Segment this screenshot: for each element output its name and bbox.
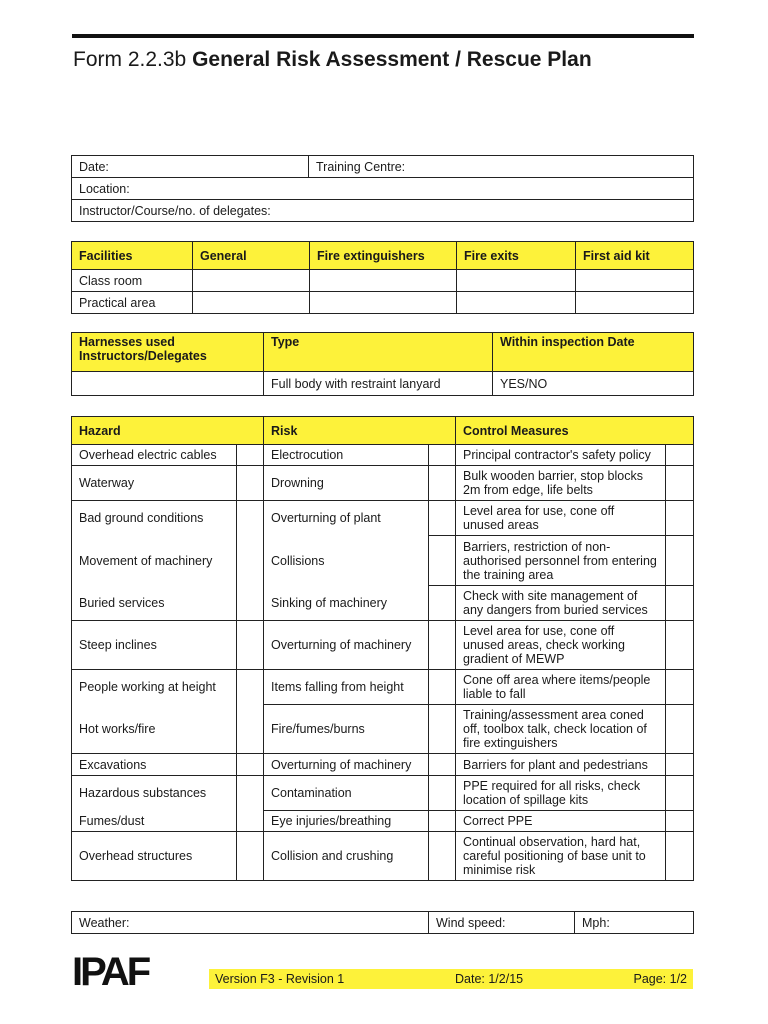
weather-table <box>71 911 694 934</box>
check-cell[interactable] <box>429 832 456 881</box>
facilities-header: Facilities <box>72 242 193 270</box>
table-row <box>72 776 694 811</box>
check-cell[interactable] <box>666 832 694 881</box>
check-cell[interactable] <box>237 832 264 881</box>
form-number: Form 2.2.3b <box>73 48 187 71</box>
check-cell[interactable] <box>237 621 264 670</box>
harnesses-table <box>71 332 694 396</box>
top-rule <box>72 34 694 38</box>
risk-cell: Items falling from height <box>264 670 429 705</box>
check-cell[interactable] <box>237 466 264 501</box>
fire-extinguishers-header: Fire extinguishers <box>310 242 457 270</box>
hazard-cell: Excavations <box>72 754 237 776</box>
hazard-cell: Overhead electric cables <box>72 445 237 466</box>
check-cell[interactable] <box>429 621 456 670</box>
check-cell[interactable] <box>237 811 264 832</box>
table-cell[interactable] <box>576 292 694 314</box>
table-cell[interactable] <box>576 270 694 292</box>
check-cell[interactable] <box>237 776 264 811</box>
check-cell[interactable] <box>429 445 456 466</box>
inspection-date-header: Within inspection Date <box>493 333 694 372</box>
control-cell: Correct PPE <box>456 811 666 832</box>
table-cell[interactable] <box>457 270 576 292</box>
check-cell[interactable] <box>237 536 264 586</box>
page-title <box>73 48 592 72</box>
table-row <box>72 270 694 292</box>
type-header: Type <box>264 333 493 372</box>
table-row <box>72 705 694 754</box>
risk-header: Risk <box>264 417 456 445</box>
check-cell[interactable] <box>666 501 694 536</box>
check-cell[interactable] <box>666 466 694 501</box>
ipaf-logo-text: IPAF <box>72 950 149 990</box>
check-cell[interactable] <box>237 705 264 754</box>
check-cell[interactable] <box>237 445 264 466</box>
fire-exits-header: Fire exits <box>457 242 576 270</box>
control-cell: Level area for use, cone off unused areas, check working gradient of MEWP <box>456 621 666 670</box>
check-cell[interactable] <box>237 670 264 705</box>
instructor-field[interactable]: Instructor/Course/no. of delegates: <box>72 200 694 222</box>
hazard-header: Hazard <box>72 417 264 445</box>
table-row <box>72 754 694 776</box>
table-row <box>72 501 694 536</box>
hazard-cell: Hot works/fire <box>72 705 237 754</box>
table-row <box>72 536 694 586</box>
risk-cell: Collisions <box>264 536 429 586</box>
table-row <box>72 621 694 670</box>
check-cell[interactable] <box>237 586 264 621</box>
form-title: General Risk Assessment / Rescue Plan <box>192 48 592 71</box>
version-text: Version F3 - Revision 1 <box>215 972 345 986</box>
risk-cell: Contamination <box>264 776 429 811</box>
table-cell[interactable] <box>457 292 576 314</box>
risk-cell: Collision and crushing <box>264 832 429 881</box>
table-row <box>72 670 694 705</box>
check-cell[interactable] <box>237 501 264 536</box>
footer-date: Date: 1/2/15 <box>455 972 524 986</box>
hazard-cell: Waterway <box>72 466 237 501</box>
risk-cell: Overturning of plant <box>264 501 429 536</box>
risk-cell: Sinking of machinery <box>264 586 429 621</box>
weather-field[interactable]: Weather: <box>72 912 429 934</box>
control-cell: PPE required for all risks, check location of spillage kits <box>456 776 666 811</box>
check-cell[interactable] <box>666 754 694 776</box>
table-row <box>72 372 694 396</box>
check-cell[interactable] <box>237 754 264 776</box>
details-table <box>71 155 694 222</box>
location-field[interactable]: Location: <box>72 178 694 200</box>
wind-speed-field[interactable]: Wind speed: <box>429 912 575 934</box>
check-cell[interactable] <box>429 501 456 536</box>
harness-user-cell[interactable] <box>72 372 264 396</box>
table-row <box>72 292 694 314</box>
footer-bar <box>209 969 693 989</box>
harnesses-header: Harnesses used Instructors/Delegates <box>72 333 264 372</box>
training-centre-field[interactable]: Training Centre: <box>309 156 694 178</box>
control-cell: Bulk wooden barrier, stop blocks 2m from edge, life belts <box>456 466 666 501</box>
hazard-cell: Movement of machinery <box>72 536 237 586</box>
facilities-table <box>71 241 694 314</box>
check-cell[interactable] <box>666 811 694 832</box>
hazard-cell: Buried services <box>72 586 237 621</box>
inspection-cell[interactable]: YES/NO <box>493 372 694 396</box>
control-cell: Barriers, restriction of non-authorised personnel from entering the training area <box>456 536 666 586</box>
hazard-cell: People working at height <box>72 670 237 705</box>
risk-cell: Electrocution <box>264 445 429 466</box>
check-cell[interactable] <box>429 466 456 501</box>
hazard-cell: Steep inclines <box>72 621 237 670</box>
table-row <box>72 811 694 832</box>
check-cell[interactable] <box>666 705 694 754</box>
hazard-cell: Bad ground conditions <box>72 501 237 536</box>
risk-cell: Overturning of machinery <box>264 621 429 670</box>
facility-name: Class room <box>72 270 193 292</box>
date-field[interactable]: Date: <box>72 156 309 178</box>
control-cell: Level area for use, cone off unused areas <box>456 501 666 536</box>
first-aid-kit-header: First aid kit <box>576 242 694 270</box>
check-cell[interactable] <box>666 776 694 811</box>
check-cell[interactable] <box>429 670 456 705</box>
control-cell: Barriers for plant and pedestrians <box>456 754 666 776</box>
ipaf-logo <box>72 950 162 990</box>
table-cell[interactable] <box>193 270 310 292</box>
control-measures-header: Control Measures <box>456 417 694 445</box>
general-header: General <box>193 242 310 270</box>
check-cell[interactable] <box>429 776 456 811</box>
check-cell[interactable] <box>666 445 694 466</box>
check-cell[interactable] <box>429 705 456 754</box>
table-row <box>72 586 694 621</box>
control-cell: Training/assessment area coned off, toolbox talk, check location of fire extinguishers <box>456 705 666 754</box>
check-cell[interactable] <box>666 536 694 586</box>
table-cell[interactable] <box>310 292 457 314</box>
table-row <box>72 832 694 881</box>
check-cell[interactable] <box>666 670 694 705</box>
table-cell[interactable] <box>310 270 457 292</box>
control-cell: Check with site management of any dangers from buried services <box>456 586 666 621</box>
risk-cell: Overturning of machinery <box>264 754 429 776</box>
control-cell: Cone off area where items/people liable to fall <box>456 670 666 705</box>
risk-cell: Eye injuries/breathing <box>264 811 429 832</box>
risk-cell: Fire/fumes/burns <box>264 705 429 754</box>
hazard-cell: Hazardous substances <box>72 776 237 811</box>
hazards-table <box>71 416 694 881</box>
facility-name: Practical area <box>72 292 193 314</box>
table-row <box>72 466 694 501</box>
table-cell[interactable] <box>193 292 310 314</box>
check-cell[interactable] <box>429 754 456 776</box>
harness-type-cell: Full body with restraint lanyard <box>264 372 493 396</box>
check-cell[interactable] <box>666 621 694 670</box>
table-row <box>72 445 694 466</box>
control-cell: Continual observation, hard hat, careful positioning of base unit to minimise risk <box>456 832 666 881</box>
page-number: Page: 1/2 <box>633 972 687 986</box>
check-cell[interactable] <box>429 586 456 621</box>
risk-cell: Drowning <box>264 466 429 501</box>
control-cell: Principal contractor's safety policy <box>456 445 666 466</box>
mph-field[interactable]: Mph: <box>575 912 694 934</box>
check-cell[interactable] <box>429 536 456 586</box>
check-cell[interactable] <box>429 811 456 832</box>
hazard-cell: Fumes/dust <box>72 811 237 832</box>
check-cell[interactable] <box>666 586 694 621</box>
hazard-cell: Overhead structures <box>72 832 237 881</box>
